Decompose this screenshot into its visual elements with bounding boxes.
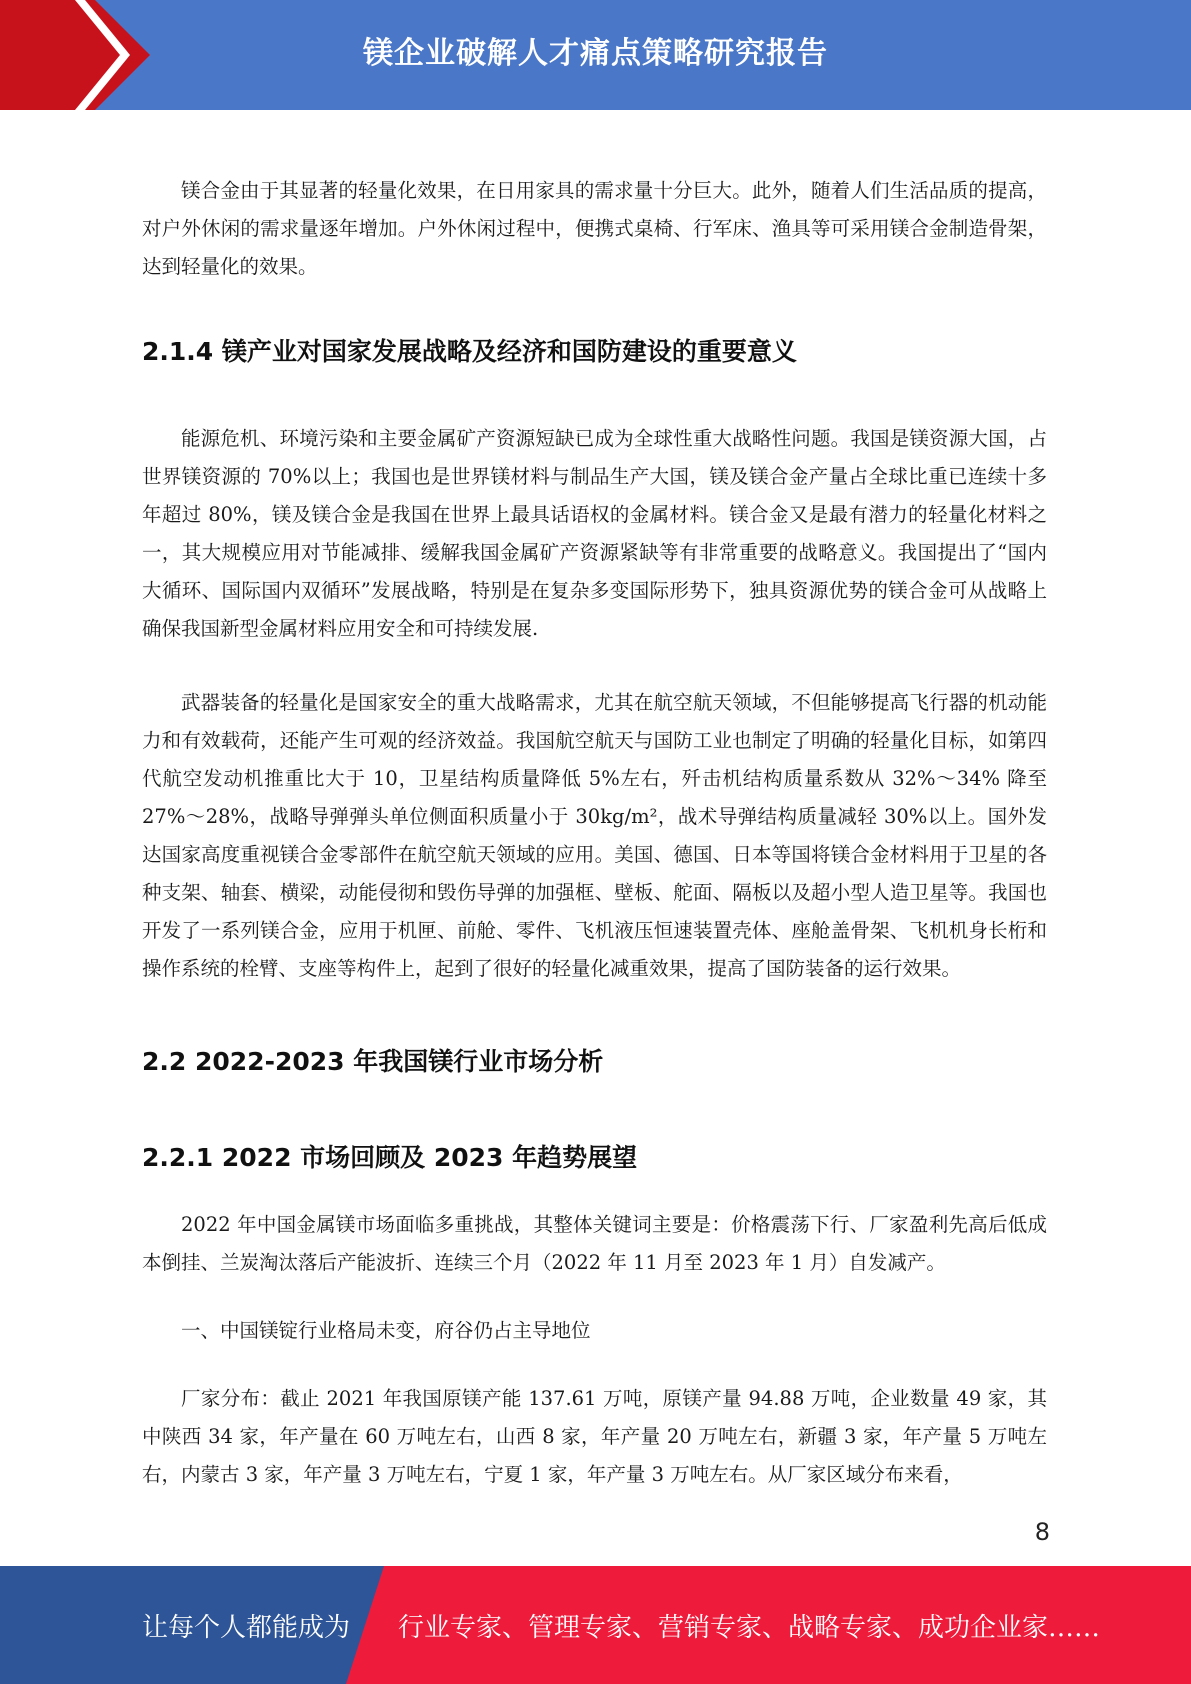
section-heading-2-1-4: 2.1.4 镁产业对国家发展战略及经济和国防建设的重要意义 [142, 337, 797, 366]
main-content [142, 172, 1047, 1494]
page-number: 8 [1034, 1518, 1050, 1546]
page-footer [0, 1566, 1191, 1684]
paragraph-national-strategy: 能源危机、环境污染和主要金属矿产资源短缺已成为全球性重大战略性问题。我国是镁资源大国，占世界镁资源的 70%以上；我国也是世界镁材料与制品生产大国，镁及镁合金产量占全球比重已连续十多年超过 80%，镁及镁合金是我国在世界上最具话语权的金属材料。镁合金又是最有潜力的轻量化材料之一，其大规模应用对节能减排、缓解我国金属矿产资源紧缺等有非常重要的战略意义。我国提出了“国内大循环、国际国内双循环”发展战略，特别是在复杂多变国际形势下，独具资源优势的镁合金可从战略上确保我国新型金属材料应用安全和可持续发展. [142, 427, 1047, 640]
footer-slogan-left: 让每个人都能成为 [142, 1612, 351, 1643]
paragraph-furniture: 镁合金由于其显著的轻量化效果，在日用家具的需求量十分巨大。此外，随着人们生活品质的提高，对户外休闲的需求量逐年增加。户外休闲过程中，便携式桌椅、行军床、渔具等可采用镁合金制造骨架，达到轻量化的效果。 [142, 179, 1047, 278]
paragraph-manufacturer-distribution: 厂家分布：截止 2021 年我国原镁产能 137.61 万吨，原镁产量 94.88 万吨，企业数量 49 家，其中陕西 34 家，年产量在 60 万吨左右，山西 8 家，年产量 20 万吨左右，新疆 3 家，年产量 5 万吨左右，内蒙古 3 家，年产量 3 万吨左右，宁夏 1 家，年产量 3 万吨左右。从厂家区域分布来看， [142, 1387, 1047, 1486]
section-heading-2-2-1: 2.2.1 2022 市场回顾及 2023 年趋势展望 [142, 1143, 638, 1172]
footer-slogan-right: 行业专家、管理专家、营销专家、战略专家、成功企业家…… [398, 1612, 1101, 1643]
paragraph-defense: 武器装备的轻量化是国家安全的重大战略需求，尤其在航空航天领域，不但能够提高飞行器的机动能力和有效载荷，还能产生可观的经济效益。我国航空航天与国防工业也制定了明确的轻量化目标，如第四代航空发动机推重比大于 10，卫星结构质量降低 5%左右，歼击机结构质量系数从 32%～34% 降至 27%～28%，战略导弹弹头单位侧面积质量小于 30kg/m²，战术导弹结构质量减轻 30%以上。国外发达国家高度重视镁合金零部件在航空航天领域的应用。美国、德国、日本等国将镁合金材料用于卫星的各种支架、轴套、横梁，动能侵彻和毁伤导弹的加强框、壁板、舵面、隔板以及超小型人造卫星等。我国也开发了一系列镁合金，应用于机匣、前舱、零件、飞机液压恒速装置壳体、座舱盖骨架、飞机机身长桁和操作系统的栓臂、支座等构件上，起到了很好的轻量化减重效果，提高了国防装备的运行效果。 [142, 691, 1047, 980]
paragraph-industry-pattern: 一、中国镁锭行业格局未变，府谷仍占主导地位 [181, 1319, 591, 1342]
section-heading-2-2: 2.2 2022-2023 年我国镁行业市场分析 [142, 1047, 604, 1076]
paragraph-market-review: 2022 年中国金属镁市场面临多重挑战，其整体关键词主要是：价格震荡下行、厂家盈利先高后低成本倒挂、兰炭淘汰落后产能波折、连续三个月（2022 年 11 月至 2023 年 1 月）自发减产。 [142, 1213, 1047, 1274]
page-header [0, 0, 1191, 110]
report-title: 镁企业破解人才痛点策略研究报告 [363, 36, 828, 71]
